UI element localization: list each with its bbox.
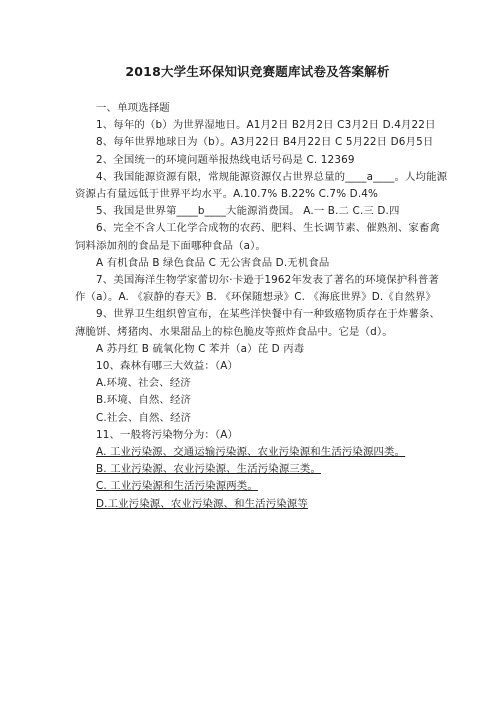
question-9-options: A 苏丹红 B 硫氧化物 C 苯并（a）芘 D 丙毒 <box>96 342 305 355</box>
question-6-options: A 有机食品 B 绿色食品 C 无公害食品 D.无机食品 <box>96 256 330 269</box>
question-2: 2、全国统一的环境问题举报热线电话号码是 C. 12369 <box>96 153 355 166</box>
question-7: 7、美国海洋生物学家蕾切尔·卡逊于1962年发表了著名的环境保护科普著作（a）。A. 《寂静的春天》B. 《环保随想录》C. 《海底世界》D.《自然界》 <box>75 274 439 304</box>
question-10: 10、森林有哪三大效益：（A） <box>96 360 239 373</box>
question-11-option-b: B. 工业污染源、农业污染源、生活污染源三类。 <box>96 463 321 476</box>
question-4: 4、我国能源资源有限，常规能源资源仅占世界总量的____a____。人均能源资源占有量远低于世界平均水平。A.10.7% B.22% C.7% D.4% <box>75 170 448 201</box>
question-11: 11、一般将污染物分为：（A） <box>96 428 239 441</box>
question-6: 6、完全不含人工化学合成物的农药、肥料、生长调节素、催熟剂、家畜禽饲料添加剂的食品是下面哪种食品（a）。 <box>75 222 441 252</box>
document-title: 2018大学生环保知识竞赛题库试卷及答案解析 <box>125 64 390 79</box>
question-1: 1、每年的（b）为世界湿地日。A1月2日 B2月2日 C3月2日 D.4月22日 <box>96 119 436 132</box>
question-9: 9、世界卫生组织曾宣布，在某些洋快餐中有一种致癌物质存在于炸薯条、薄脆饼、烤猪肉、水果甜品上的棕色脆皮等煎炸食品中。它是（d）。 <box>75 308 441 338</box>
question-10-option-b: B.环境、自然、经济 <box>96 394 192 407</box>
question-5: 5、我国是世界第____b____大能源消费国。 A.一 B.二 C.三 D.四 <box>96 205 400 218</box>
section-heading: 一、单项选择题 <box>96 102 170 114</box>
question-10-option-a: A.环境、社会、经济 <box>96 377 191 390</box>
question-10-option-c: C.社会、自然、经济 <box>96 411 192 424</box>
question-8: 8、每年世界地球日为（b）。A3月22日 B4月22日 C 5月22日 D6月5日 <box>96 136 434 149</box>
question-11-option-d: D.工业污染源、农业污染源、和生活污染源等 <box>96 497 308 510</box>
question-11-option-a: A. 工业污染源、交通运输污染源、农业污染源和生活污染源四类。 <box>96 446 406 459</box>
question-11-option-c: C. 工业污染源和生活污染源两类。 <box>96 480 258 493</box>
